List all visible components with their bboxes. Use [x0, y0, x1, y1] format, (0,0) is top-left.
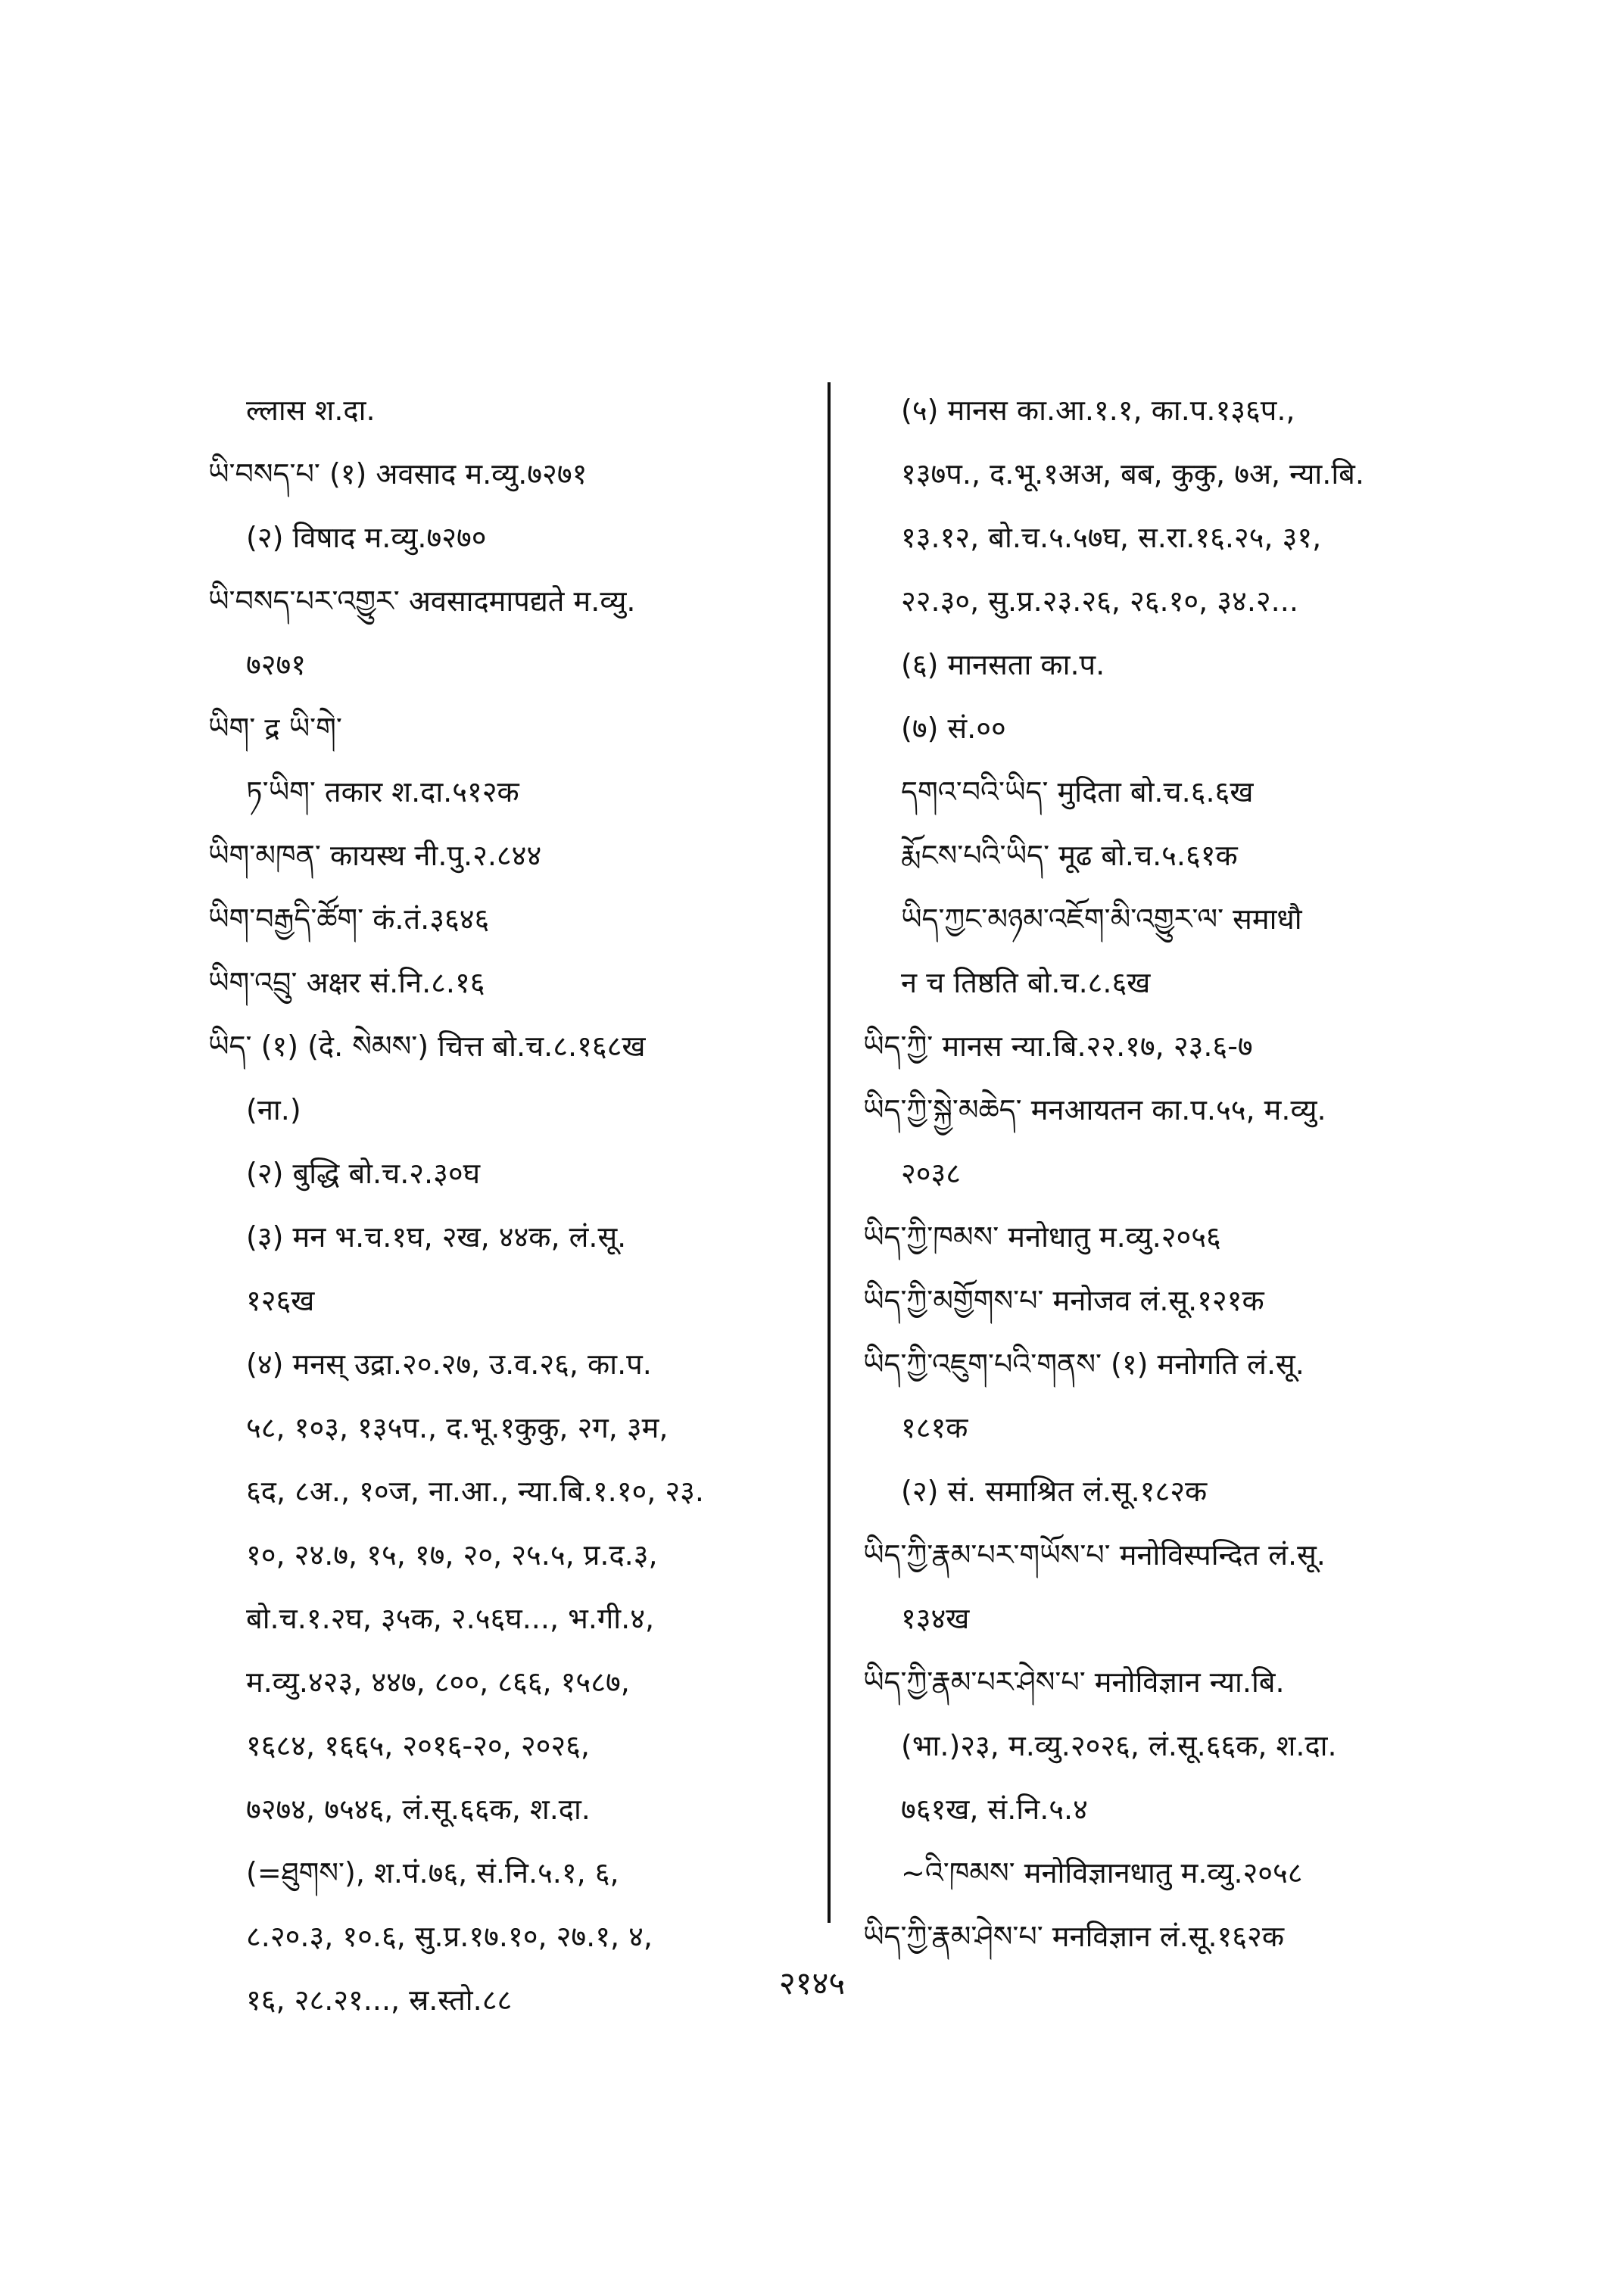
entry-line: १३७प., द.भू.१अअ, बब, कुकु, ७अ, न्या.बि.: [901, 457, 1364, 491]
entry-line: १६, २८.२१..., स्र.स्तो.८८: [246, 1983, 513, 2017]
entry-line: २०३८: [901, 1157, 962, 1190]
entry-line: ८.२०.३, १०.६, सु.प्र.१७.१०, २७.१, ४,: [246, 1920, 653, 1953]
entry-line: १८१क: [901, 1411, 968, 1444]
entry-line: (भा.)२३, म.व्यु.२०२६, लं.सू.६६क, श.दा.: [901, 1729, 1337, 1762]
entry-line: (२) बुद्धि बो.च.२.३०घ: [246, 1157, 481, 1190]
entry-line: ཡིད་ཀྱི་འཇུག་པའི་གནས་ (१) मनोगति लं.सू.: [863, 1347, 1304, 1381]
entry-line: २२.३०, सु.प्र.२३.२६, २६.१०, ३४.२...: [901, 584, 1298, 618]
entry-line: (७) सं.००: [901, 712, 1006, 745]
entry-line: (६) मानसता का.प.: [901, 648, 1105, 681]
entry-line: न च तिष्ठति बो.च.८.६ख: [901, 966, 1151, 999]
entry-line: ~འི་ཁམས་ मनोविज्ञानधातु म.व्यु.२०५८: [901, 1856, 1303, 1890]
entry-line: (२) सं. समाश्रित लं.सू.१८२क: [901, 1475, 1208, 1508]
entry-line: ཡི་བསད་པར་འགྱུར་ अवसादमापद्यते म.व्यु.: [208, 584, 636, 618]
entry-line: ཡིད་ཀྱི་སྐྱེ་མཆེད་ मनआयतन का.प.५५, म.व्यु.: [863, 1093, 1326, 1126]
entry-line: (३) मन भ.च.१घ, २ख, ४४क, लं.सू.: [246, 1220, 627, 1254]
entry-line: (४) मनस् उद्रा.२०.२७, उ.व.२६, का.प.: [246, 1347, 652, 1381]
entry-line: ཡིད་ཀྱི་ मानस न्या.बि.२२.१७, २३.६-७: [863, 1030, 1253, 1063]
entry-line: १३.१२, बो.च.५.५७घ, स.रा.१६.२५, ३१,: [901, 521, 1322, 554]
entry-line: ཡི་བསད་པ་ (१) अवसाद म.व्यु.७२७१: [208, 457, 588, 491]
entry-line: (२) विषाद म.व्यु.७२७०: [246, 521, 487, 554]
entry-line: ཡིད་ (१) (दे. སེམས་) चित्त बो.च.८.१६८ख: [208, 1030, 646, 1063]
entry-line: ल्लास श.दा.: [246, 394, 376, 427]
entry-line: (५) मानस का.आ.१.१, का.प.१३६प.,: [901, 394, 1295, 427]
entry-line: बो.च.१.२घ, ३५क, २.५६घ..., भ.गी.४,: [246, 1602, 655, 1635]
entry-line: ६द, ८अ., १०ज, ना.आ., न्या.बि.१.१०, २३.: [246, 1475, 704, 1508]
entry-line: १०, २४.७, १५, १७, २०, २५.५, प्र.द.३,: [246, 1538, 658, 1572]
left-column: [208, 379, 814, 2032]
entry-line: ཡིག་མཁན་ कायस्थ नी.पु.२.८४४: [208, 839, 542, 872]
entry-line: १६८४, १६६५, २०१६-२०, २०२६,: [246, 1729, 590, 1762]
entry-line: ཡིག་བརྒྱདི་ཚོག་ कं.तं.३६४६: [208, 902, 490, 936]
entry-line: ཡིད་ཀྱི་རྣམ་ཤེས་པ་ मनविज्ञान लं.सू.१६२क: [863, 1920, 1284, 1953]
entry-line: म.व्यु.४२३, ४४७, ८००, ८६६, १५८७,: [246, 1665, 630, 1699]
entry-line: ७२७४, ७५४६, लं.सू.६६क, श.दा.: [246, 1793, 591, 1826]
entry-line: १३४ख: [901, 1602, 970, 1635]
entry-line: ཡིད་ཀྱི་རྣམ་པར་གཡོས་པ་ मनोविस्पन्दित लं.सू.: [863, 1538, 1326, 1572]
entry-line: ཡིད་ཀྱི་རྣམ་པར་ཤེས་པ་ मनोविज्ञान न्या.बि.: [863, 1665, 1285, 1699]
entry-line: རྨོངས་པའི་ཡིད་ मूढ बो.च.५.६१क: [901, 839, 1238, 872]
entry-line: ཡིད་ཀྱི་མགྱོགས་པ་ मनोजव लं.सू.१२१क: [863, 1284, 1264, 1317]
entry-line: (ना.): [246, 1093, 301, 1126]
entry-line: ཡིད་ཀྱང་མཉམ་འཇོག་མི་འགྱུར་ལ་ समाधौ: [901, 902, 1302, 936]
entry-line: ཏ་ཡིག་ तकार श.दा.५१२क: [246, 775, 519, 808]
entry-line: དགའ་བའི་ཡིད་ मुदिता बो.च.६.६ख: [901, 775, 1254, 808]
column-divider: [828, 382, 831, 1923]
entry-line: (=ཐུགས་), श.पं.७६, सं.नि.५.१, ६,: [246, 1856, 619, 1890]
right-column: [863, 379, 1469, 1968]
entry-line: ཡིག་ द्र ཡི་གེ་: [208, 712, 342, 745]
entry-line: १२६ख: [246, 1284, 315, 1317]
entry-line: ७६१ख, सं.नि.५.४: [901, 1793, 1088, 1826]
entry-line: ཡིད་ཀྱི་ཁམས་ मनोधातु म.व्यु.२०५६: [863, 1220, 1221, 1254]
entry-line: ཡིག་འབྲུ་ अक्षर सं.नि.८.१६: [208, 966, 485, 999]
entry-line: ७२७१: [246, 648, 307, 681]
page-number: २१४५: [778, 1964, 846, 2002]
entry-line: ५८, १०३, १३५प., द.भू.१कुकु, २ग, ३म,: [246, 1411, 669, 1444]
